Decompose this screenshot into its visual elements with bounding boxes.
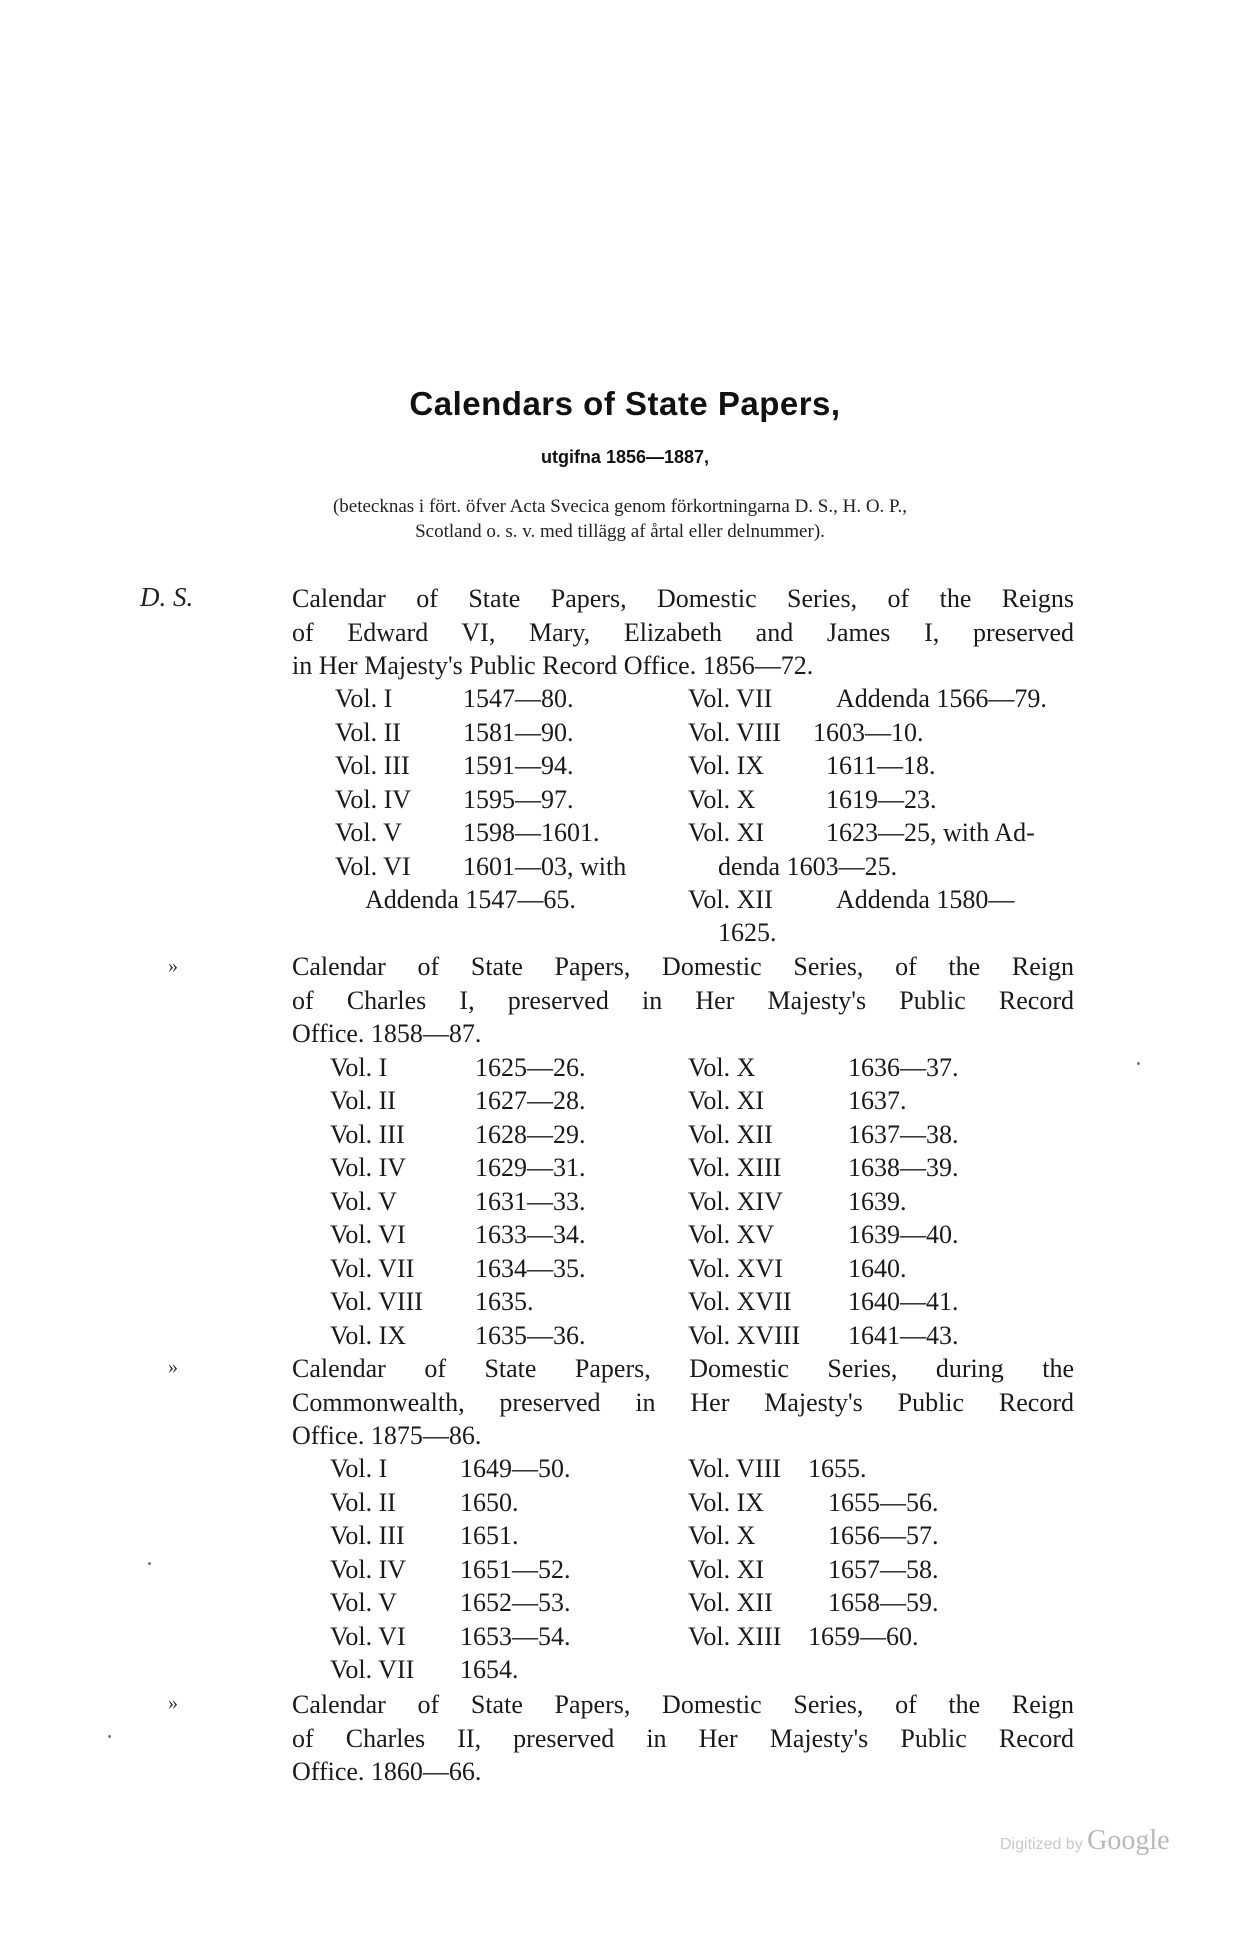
entry-line: Calendar of State Papers, Domestic Series, during the xyxy=(292,1354,1074,1383)
entry-line: of Edward VI, Mary, Elizabeth and James I, preserved xyxy=(292,617,1074,647)
entry-line: Office. 1875—86. xyxy=(292,1421,482,1450)
note-line-1: (betecknas i fört. öfver Acta Svecica genom förkortningarna D. S., H. O. P., xyxy=(332,496,908,517)
entry-description xyxy=(292,950,1074,1051)
ditto-mark: » xyxy=(168,1692,178,1714)
page-subtitle: utgifna 1856—1887, xyxy=(540,447,710,467)
entry-line: Office. 1860—66. xyxy=(292,1757,482,1786)
digitization-watermark xyxy=(1000,1825,1170,1857)
entry-line: of Charles II, preserved in Her Majesty's Public Record xyxy=(292,1723,1074,1753)
entry-line: in Her Majesty's Public Record Office. 1856—72. xyxy=(292,651,814,680)
watermark-prefix: Digitized by xyxy=(1000,1836,1083,1853)
ditto-mark: » xyxy=(168,1356,178,1378)
abbreviation-note xyxy=(150,494,1090,544)
note-line-2: Scotland o. s. v. med tillägg af årtal eller delnummer). xyxy=(415,521,825,542)
entry-line: of Charles I, preserved in Her Majesty's Public Record xyxy=(292,985,1074,1015)
ditto-mark: » xyxy=(168,955,178,977)
entry-description xyxy=(292,1688,1074,1789)
document-page: Calendars of State Papers, utgifna 1856—1887, (betecknas i fört. öfver Acta Svecica genom förkortningarna D. S., H. O. P., Scotland o. s. v. med tillägg af årtal eller delnummer). D. S. Calendar of State Papers, Domestic Series, of the Reigns of Edward VI, Mary, Elizabeth and James I, preserved in Her Majesty's Public Record Office. 1856—72. Vol. I 1547—80. Vol. II 1581—90. Vol. III 1591—94. Vol. IV 1595—97. Vol. V 1598—1601. Vol. VI 1601—03, with Addenda 1547—65. Vol. VII Addenda 1566—79. Vol. VIII 1603—10. Vol. IX 1611—18. Vol. X 1619—23. Vol. XI 1623—25, with Ad- denda 1603—25. Vol. XII Addenda 1580— 1625. » Calendar of State Papers, Domestic Series, of the Reign of Charles I, preserved in Her Majesty's Public Record Office. 1858—87. Vol. I 1625—26. Vol. II 1627—28. Vol. III 1628—29. Vol. IV 1629—31. Vol. V 1631—33. Vol. VI 1633—34. Vol. VII 1634—35. Vol. VIII 1635. Vol. IX 1635—36. Vol. X 1636—37. Vol. XI 1637. Vol. XII 1637—38. Vol. XIII 1638—39. Vol. XIV 1639. Vol. XV 1639—40. Vol. XVI 1640. Vol. XVII 1640—41. Vol. XVIII 1641—43. » Calendar of State Papers, Domestic Series, during the Commonwealth, preserved in Her Majesty's Public Record Office. 1875—86. Vol. I 1649—50. Vol. II 1650. Vol. III 1651. Vol. IV 1651—52. Vol. V 1652—53. Vol. VI 1653—54. Vol. VII 1654. Vol. VIII 1655. Vol. IX 1655—56. Vol. X 1656—57. Vol. XI 1657—58. Vol. XII 1658—59. Vol. XIII 1659—60. » Calendar of State Papers, Domestic Series, of the Reign of Charles II, preserved in Her Majesty's Public Record Office. 1860—66. Digitized by Google xyxy=(0,0,1250,1958)
scan-speck xyxy=(1137,1062,1140,1065)
google-logo: Google xyxy=(1087,1825,1170,1856)
scan-speck xyxy=(108,1735,111,1738)
entry-line: Calendar of State Papers, Domestic Series, of the Reign xyxy=(292,1690,1074,1719)
entry-description xyxy=(292,582,1074,683)
entry-line: Office. 1858—87. xyxy=(292,1019,482,1048)
entry-line: Calendar of State Papers, Domestic Series, of the Reigns xyxy=(292,584,1074,613)
scan-speck xyxy=(148,1562,151,1565)
entry-line: Commonwealth, preserved in Her Majesty's Public Record xyxy=(292,1387,1074,1417)
entry-line: Calendar of State Papers, Domestic Series, of the Reign xyxy=(292,952,1074,981)
entry-description xyxy=(292,1352,1074,1453)
entry-abbreviation: D. S. xyxy=(140,582,194,612)
page-title: Calendars of State Papers, xyxy=(409,385,841,422)
